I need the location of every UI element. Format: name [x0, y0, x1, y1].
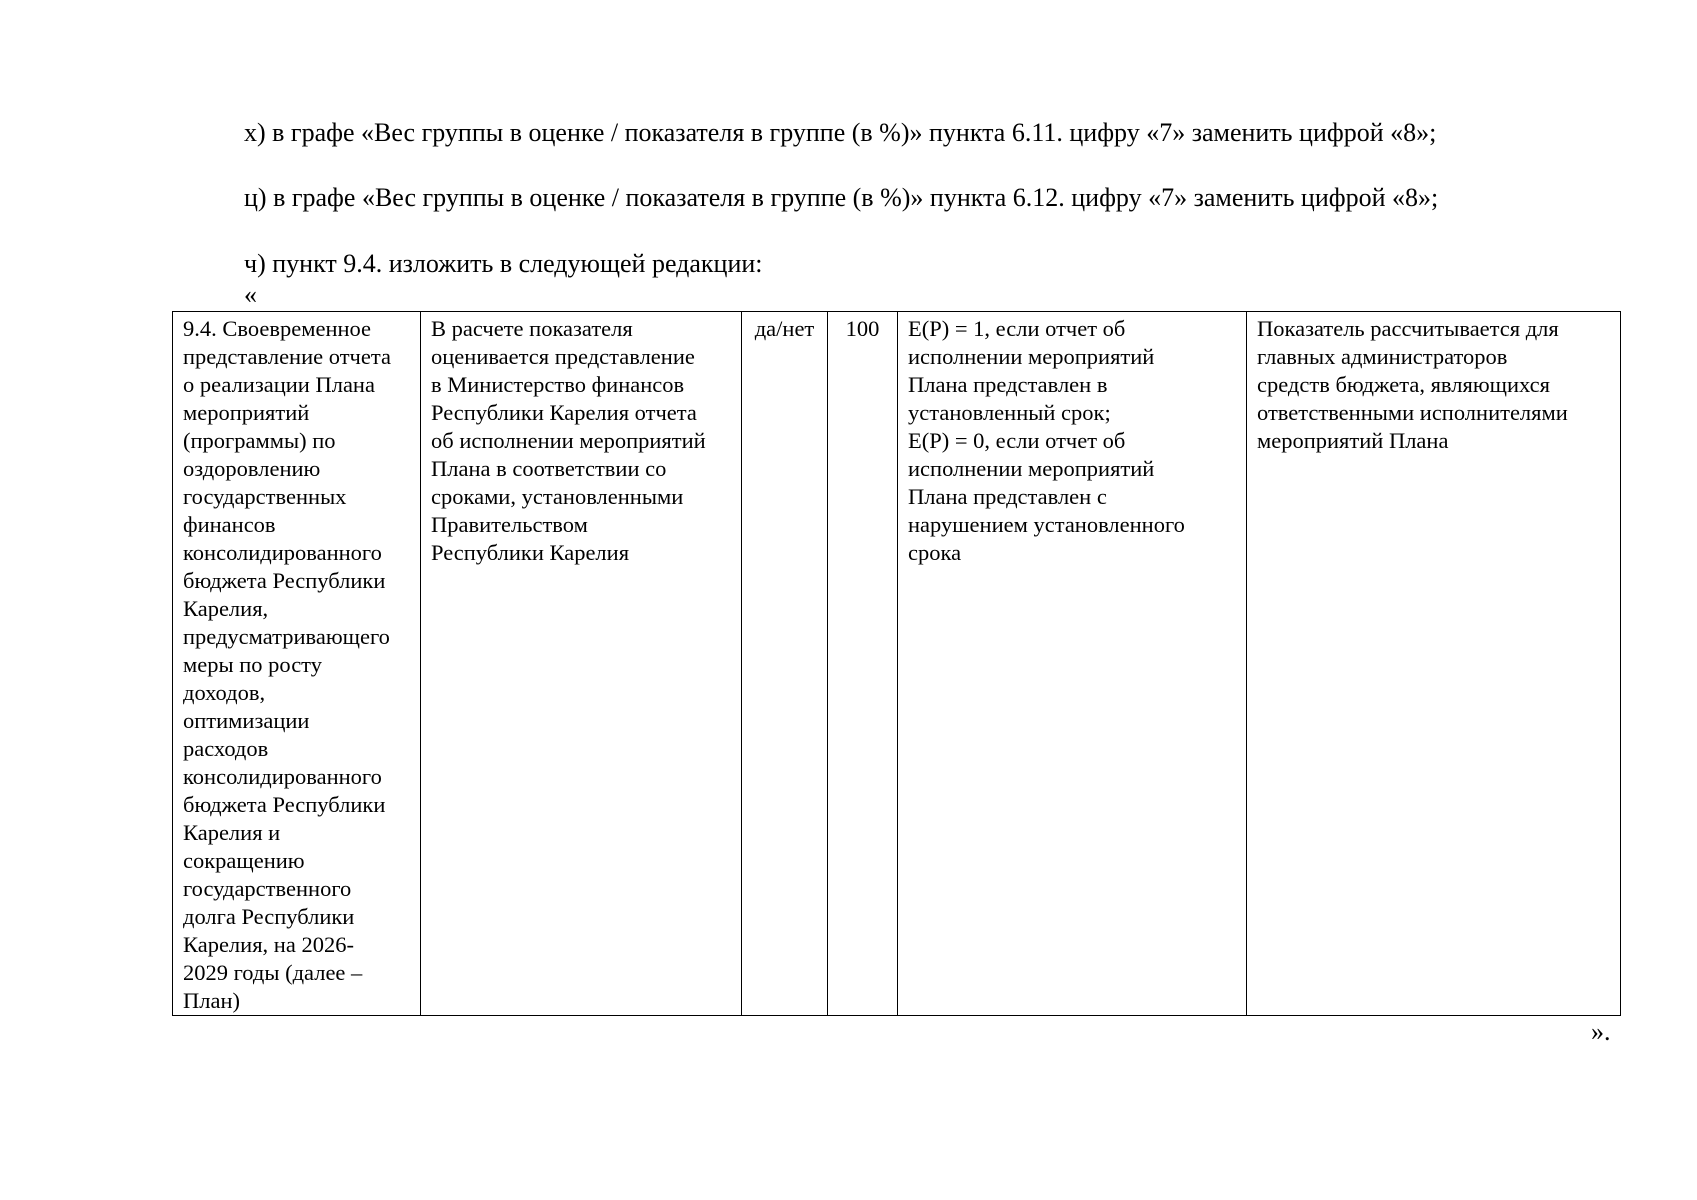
text-line: 2029 годы (далее – — [183, 960, 363, 985]
text-line: государственных — [183, 484, 347, 509]
text-line: средств бюджета, являющихся — [1257, 372, 1550, 397]
text-line: Плана представлен в — [908, 372, 1108, 397]
weight-cell — [828, 312, 898, 1016]
indicator-name-cell — [173, 312, 421, 1016]
indicator-description-text — [431, 315, 731, 567]
text-line: расходов — [183, 736, 269, 761]
text-line: Показатель рассчитывается для — [1257, 316, 1559, 341]
text-line: Республики Карелия — [431, 540, 630, 565]
text-line: доходов, — [183, 680, 266, 705]
text-line: консолидированного — [183, 540, 382, 565]
text-line: в Министерство финансов — [431, 372, 685, 397]
text-line: Карелия и — [183, 820, 281, 845]
text-line: оценивается представление — [431, 344, 695, 369]
indicator-description-cell — [421, 312, 742, 1016]
text-line: E(P) = 0, если отчет об — [908, 428, 1126, 453]
text-line: Правительством — [431, 512, 588, 537]
text-line: оптимизации — [183, 708, 310, 733]
text-line: В расчете показателя — [431, 316, 633, 341]
text-line: Плана представлен с — [908, 484, 1107, 509]
text-line: консолидированного — [183, 764, 382, 789]
text-line: оздоровлению — [183, 456, 321, 481]
text-line: главных администраторов — [1257, 344, 1508, 369]
text-line: мероприятий — [183, 400, 310, 425]
text-line: срока — [908, 540, 962, 565]
unit-value: да/нет — [754, 316, 815, 341]
text-line: Республики Карелия отчета — [431, 400, 697, 425]
text-line: меры по росту — [183, 652, 322, 677]
table-row — [173, 312, 1621, 1016]
paragraph-item-ch: ч) пункт 9.4. изложить в следующей редакции: — [244, 249, 763, 278]
text-line: План) — [183, 988, 240, 1013]
text-line: Карелия, на 2026- — [183, 932, 354, 957]
text-line: (программы) по — [183, 428, 336, 453]
amendment-table — [172, 311, 1621, 1016]
opening-quote-mark: « — [244, 280, 257, 309]
text-line: государственного — [183, 876, 352, 901]
text-line: представление отчета — [183, 344, 391, 369]
text-line: финансов — [183, 512, 276, 537]
text-line: ответственными исполнителями — [1257, 400, 1568, 425]
text-line: бюджета Республики — [183, 792, 386, 817]
text-line: E(P) = 1, если отчет об — [908, 316, 1126, 341]
text-line: Карелия, — [183, 596, 269, 621]
text-line: мероприятий Плана — [1257, 428, 1449, 453]
text-line: бюджета Республики — [183, 568, 386, 593]
text-line: долга Республики — [183, 904, 355, 929]
note-text — [1257, 315, 1610, 455]
text-line: нарушением установленного — [908, 512, 1185, 537]
paragraph-item-x: х) в графе «Вес группы в оценке / показателя в группе (в %)» пункта 6.11. цифру «7» заменить цифрой «8»; — [244, 118, 1437, 147]
text-line: установленный срок; — [908, 400, 1111, 425]
paragraph-item-ts: ц) в графе «Вес группы в оценке / показателя в группе (в %)» пункта 6.12. цифру «7» заменить цифрой «8»; — [244, 183, 1439, 212]
formula-text — [908, 315, 1236, 567]
text-line: об исполнении мероприятий — [431, 428, 706, 453]
weight-value: 100 — [845, 316, 880, 341]
text-line: Плана в соответствии со — [431, 456, 667, 481]
text-line: 9.4. Своевременное — [183, 316, 372, 341]
unit-cell — [742, 312, 828, 1016]
closing-quote-mark: ». — [1591, 1017, 1611, 1046]
text-line: сокращению — [183, 848, 305, 873]
text-line: сроками, установленными — [431, 484, 684, 509]
formula-cell — [898, 312, 1247, 1016]
note-cell — [1247, 312, 1621, 1016]
indicator-name-text — [183, 315, 410, 1015]
text-line: исполнении мероприятий — [908, 456, 1155, 481]
text-line: исполнении мероприятий — [908, 344, 1155, 369]
text-line: о реализации Плана — [183, 372, 375, 397]
text-line: предусматривающего — [183, 624, 390, 649]
